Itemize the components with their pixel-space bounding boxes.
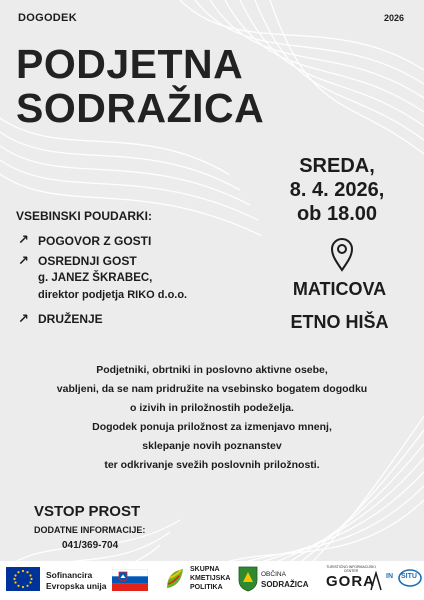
in-situ-name: SITU xyxy=(401,573,417,580)
highlights-heading: VSEBINSKI POUDARKI: xyxy=(16,209,153,223)
free-entry-heading: VSTOP PROST xyxy=(34,503,141,520)
arrow-icon: ↗ xyxy=(18,311,29,326)
description-line: vabljeni, da se nam pridružite na vsebinsko bogatem dogodku xyxy=(56,383,368,395)
main-guest-role: direktor podjetja RIKO d.o.o. xyxy=(38,289,188,301)
date-date: 8. 4. 2026, xyxy=(289,179,385,201)
skp-line-2: KMETIJSKA xyxy=(190,575,231,582)
arrow-icon: ↗ xyxy=(18,232,29,247)
contact-phone: 041/369-704 xyxy=(62,540,119,551)
description-line: ter odkrivanje svežih poslovnih priložnosti. xyxy=(104,459,320,471)
main-guest-name: g. JANEZ ŠKRABEC, xyxy=(38,272,153,284)
partner-logos-footer xyxy=(0,561,424,600)
venue-line-1: MATICOVA xyxy=(292,279,387,299)
title-line-2: SODRAŽICA xyxy=(16,85,265,131)
arrow-icon: ↗ xyxy=(18,253,29,268)
description-line: Dogodek ponuja priložnost za izmenjavo mnenj, xyxy=(92,421,332,433)
date-time: ob 18.00 xyxy=(296,203,378,225)
skp-line-3: POLITIKA xyxy=(190,584,223,591)
skp-line-1: SKUPNA xyxy=(190,566,220,573)
event-label: DOGODEK xyxy=(18,12,77,24)
title-line-1: PODJETNA xyxy=(16,41,244,87)
highlight-item-socializing: DRUŽENJE xyxy=(38,312,103,326)
skp-leaf-logo xyxy=(164,566,186,592)
description-line: sklepanje novih poznanstev xyxy=(142,440,282,452)
description-line: Podjetniki, obrtniki in poslovno aktivne osebe, xyxy=(96,364,328,376)
map-pin-icon xyxy=(330,238,354,272)
venue-line-2: ETNO HIŠA xyxy=(290,312,389,332)
eu-flag-logo xyxy=(6,567,40,591)
highlight-item-conversation: POGOVOR Z GOSTI xyxy=(38,234,152,248)
gora-logo-text: GORA xyxy=(326,573,375,590)
slovenia-flag-logo xyxy=(112,569,148,591)
date-day: SREDA, xyxy=(299,155,375,177)
mountain-icon xyxy=(370,571,382,591)
eu-cofunded-line-2: Evropska unija xyxy=(46,581,107,591)
highlight-item-main-guest: OSREDNJI GOST xyxy=(38,254,137,268)
eu-cofunded-line-1: Sofinancira xyxy=(46,570,93,580)
obcina-line-1: OBČINA xyxy=(261,571,286,578)
tic-caption: TURISTIČNO INFORMACIJSKI CENTER xyxy=(326,565,376,573)
description-line: o izivih in priložnostih podeželja. xyxy=(130,402,294,414)
sodrazica-crest-logo xyxy=(238,566,258,592)
obcina-line-2: SODRAŽICA xyxy=(261,580,309,589)
in-situ-prefix: IN xyxy=(386,573,393,580)
event-year: 2026 xyxy=(384,13,405,23)
more-info-label: DODATNE INFORMACIJE: xyxy=(34,525,146,535)
